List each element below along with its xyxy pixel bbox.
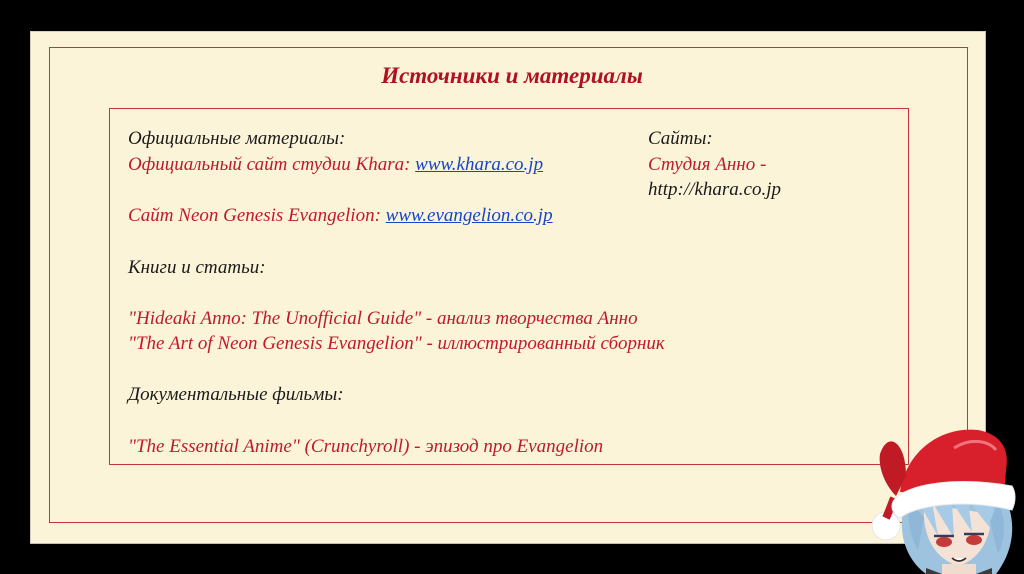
evangelion-label: Сайт Neon Genesis Evangelion: — [128, 205, 386, 226]
character-svg — [866, 418, 1024, 574]
sites-heading: Сайты: — [648, 128, 713, 149]
films-heading: Документальные фильмы: — [128, 384, 344, 405]
book-item-2: "The Art of Neon Genesis Evangelion" - иллюстрированный сборник — [128, 333, 665, 354]
sites-item-line1: Студия Анно - — [648, 154, 767, 175]
book-item-1: "Hideaki Anno: The Unofficial Guide" - анализ творчества Анно — [128, 308, 638, 329]
evangelion-line — [128, 203, 553, 229]
evangelion-link[interactable]: www.evangelion.co.jp — [385, 205, 553, 226]
khara-line — [128, 152, 543, 178]
slide-title: Источники и материалы — [381, 63, 643, 88]
official-heading: Официальные материалы: — [128, 128, 346, 149]
khara-label: Официальный сайт студии Khara: — [128, 154, 416, 175]
khara-link[interactable]: www.khara.co.jp — [415, 154, 544, 175]
sites-item-line2: http://khara.co.jp — [648, 179, 781, 200]
books-heading: Книги и статьи: — [128, 257, 266, 278]
film-item-1: "The Essential Anime" (Crunchyroll) - эпизод про Evangelion — [128, 436, 604, 457]
santa-hat-character-illustration — [866, 418, 1024, 574]
